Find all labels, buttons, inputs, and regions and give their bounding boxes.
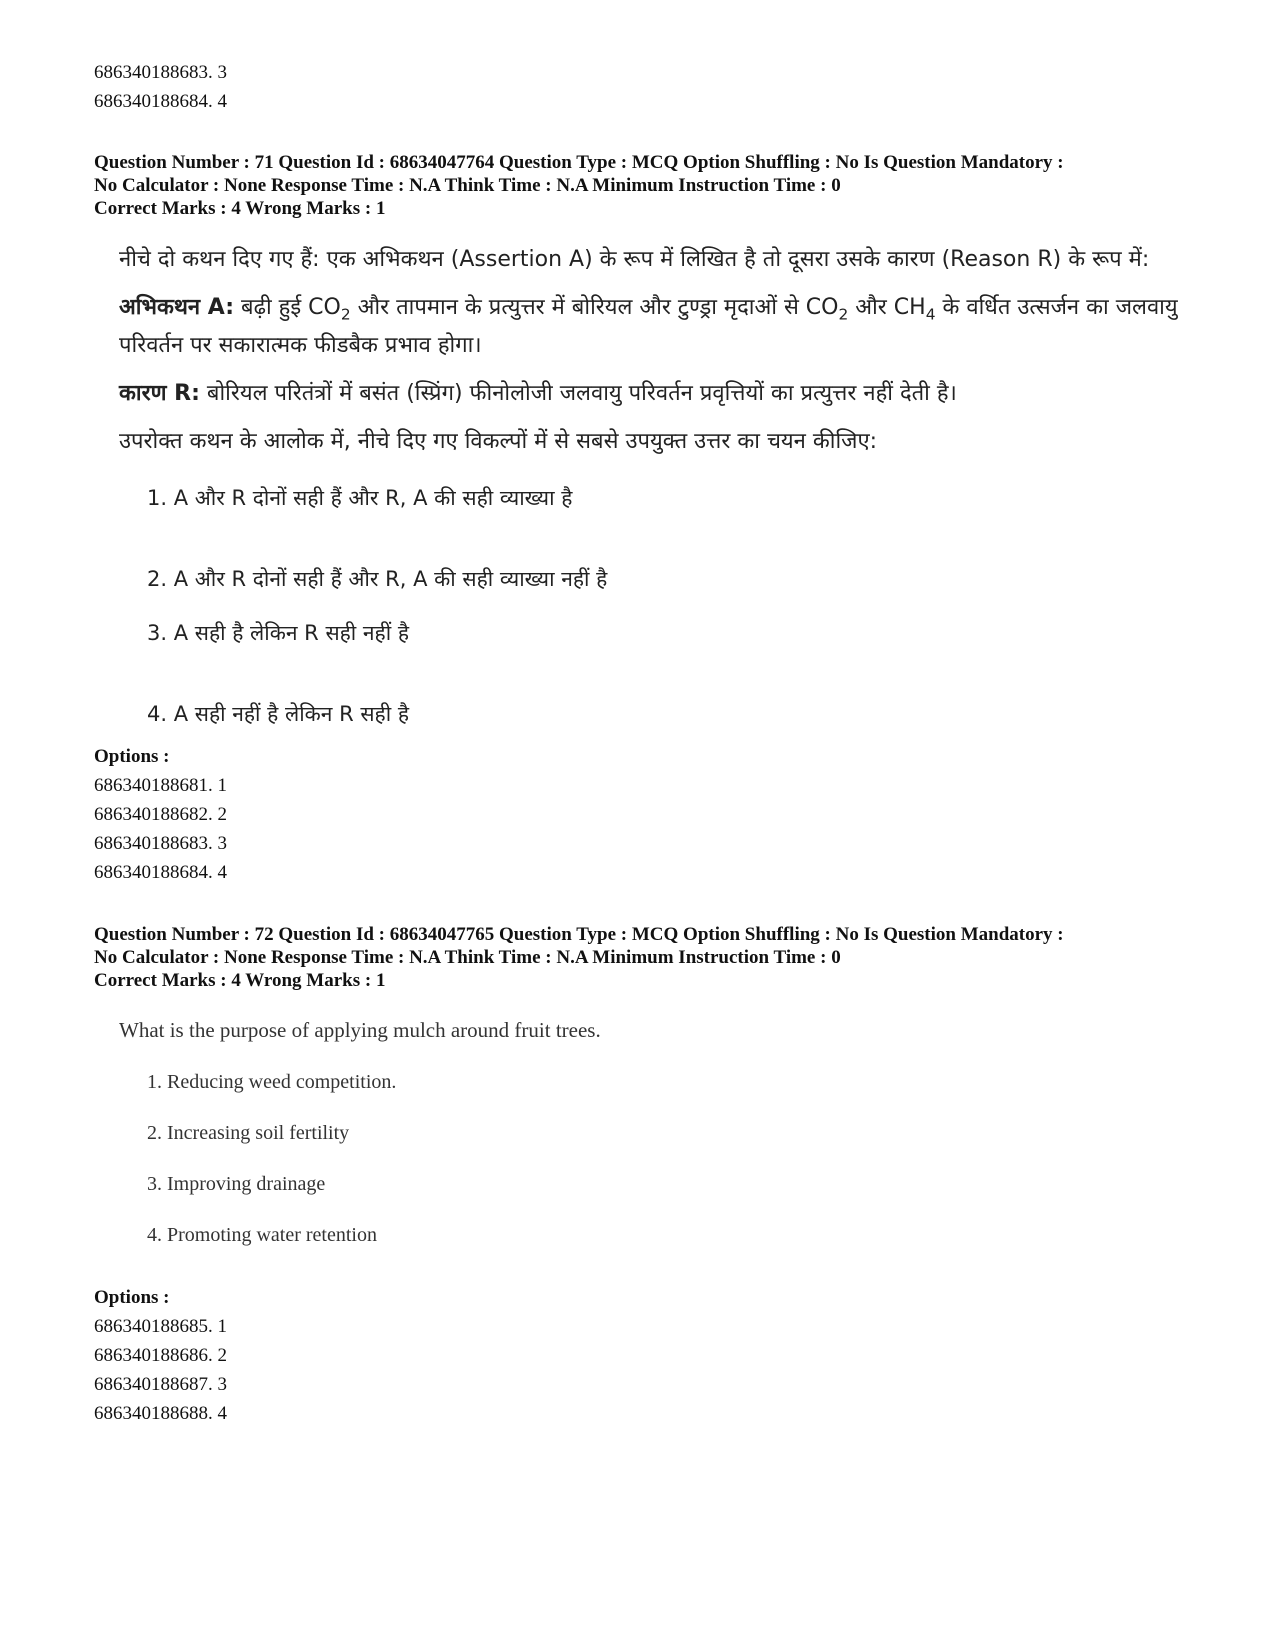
choice-item: 1. Reducing weed competition. (147, 1071, 397, 1094)
reason: कारण R: बोरियल परितंत्रों में बसंत (स्प्रिंग) फीनोलोजी जलवायु परिवर्तन प्रवृत्तियों का प्रत्युत्तर नहीं देती है। (119, 381, 957, 407)
options-block (94, 742, 1194, 887)
marks-line: Correct Marks : 4 Wrong Marks : 1 (94, 198, 386, 219)
option-line: 686340188683. 3 (94, 833, 227, 855)
assertion-label: अभिकथन A: (119, 295, 235, 320)
instruction: उपरोक्त कथन के आलोक में, नीचे दिए गए विकल्पों में से सबसे उपयुक्त उत्तर का चयन कीजिए: (119, 429, 878, 455)
option-line: 686340188681. 1 (94, 775, 227, 797)
choice-item: 1. A और R दोनों सही हैं और R, A की सही व्याख्या है (147, 486, 573, 511)
option-line: 686340188682. 2 (94, 804, 227, 826)
question-72 (94, 923, 1194, 1428)
top-options (94, 58, 1194, 116)
choice-item: 2. Increasing soil fertility (147, 1122, 350, 1145)
document-page (94, 58, 1194, 1428)
choice-item: 4. Promoting water retention (147, 1224, 377, 1247)
header-line: No Calculator : None Response Time : N.A Think Time : N.A Minimum Instruction Time : 0 (94, 175, 841, 196)
question-body (119, 244, 1194, 728)
marks-line: Correct Marks : 4 Wrong Marks : 1 (94, 970, 386, 992)
header-line: Question Number : 72 Question Id : 68634047765 Question Type : MCQ Option Shuffling : No Is Question Mandatory : (94, 924, 1064, 946)
question-intro: नीचे दो कथन दिए गए हैं: एक अभिकथन (Assertion A) के रूप में लिखित है तो दूसरा उसके कारण (Reason R) के रूप में: (119, 247, 1150, 272)
choice-item: 3. A सही है लेकिन R सही नहीं है (147, 621, 409, 646)
options-block (94, 1283, 1194, 1428)
assertion: अभिकथन A: बढ़ी हुई $CO_2$ और तापमान के प्रत्युत्तर में बोरियल और टुण्ड्रा मृदाओं से $CO_2$ और $CH_4$ के वर्धित उत्सर्जन का जलवायु परिवर्तन पर सकारात्मक फीडबैक प्रभाव होगा। (119, 295, 1178, 359)
question-header (94, 151, 1194, 220)
options-label: Options : (94, 1287, 170, 1309)
option-line: 686340188686. 2 (94, 1345, 227, 1367)
header-line: No Calculator : None Response Time : N.A Think Time : N.A Minimum Instruction Time : 0 (94, 947, 841, 969)
option-line: 686340188685. 1 (94, 1316, 227, 1338)
option-line: 686340188687. 3 (94, 1374, 227, 1396)
option-line: 686340188683. 3 (94, 62, 227, 83)
choice-item: 3. Improving drainage (147, 1173, 326, 1196)
question-body (119, 1018, 1194, 1247)
question-text: What is the purpose of applying mulch around fruit trees. (119, 1018, 601, 1043)
option-line: 686340188684. 4 (94, 91, 227, 112)
question-71 (94, 151, 1194, 887)
choice-item: 4. A सही नहीं है लेकिन R सही है (147, 702, 409, 727)
option-line: 686340188688. 4 (94, 1403, 227, 1425)
question-header (94, 923, 1194, 992)
option-line: 686340188684. 4 (94, 862, 227, 884)
header-line: Question Number : 71 Question Id : 68634047764 Question Type : MCQ Option Shuffling : No Is Question Mandatory : (94, 152, 1064, 173)
reason-label: कारण R: (119, 381, 200, 407)
choice-item: 2. A और R दोनों सही हैं और R, A की सही व्याख्या नहीं है (147, 567, 608, 592)
options-label: Options : (94, 746, 170, 768)
